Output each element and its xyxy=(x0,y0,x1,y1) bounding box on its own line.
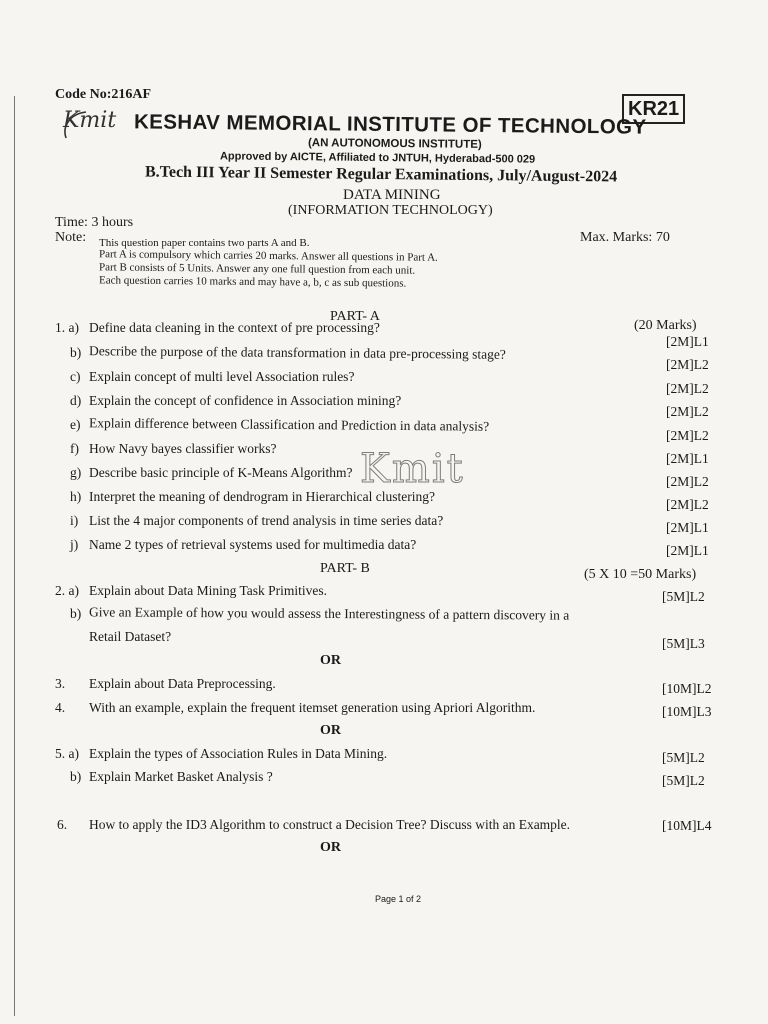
question-number: 1. a) xyxy=(55,320,79,335)
question-marks: [10M]L2 xyxy=(662,681,712,696)
exam-code: Code No:216AF xyxy=(55,87,152,102)
autonomous-label: (AN AUTONOMOUS INSTITUTE) xyxy=(307,137,482,151)
question-number: i) xyxy=(70,513,79,528)
question-text: Explain concept of multi level Association rules? xyxy=(89,369,355,384)
question-number: b) xyxy=(70,345,82,360)
question-text: Explain the types of Association Rules in Data Mining. xyxy=(89,746,388,761)
question-number: 2. a) xyxy=(55,583,79,598)
question-marks: [5M]L2 xyxy=(662,589,705,604)
question-text: Give an Example of how you would assess the Interestingness of a pattern discovery in a xyxy=(88,604,570,623)
page-number: Page 1 of 2 xyxy=(375,894,422,904)
regulation-badge: KR21 xyxy=(622,94,685,124)
question-number: f) xyxy=(70,441,79,456)
question-text: Name 2 types of retrieval systems used for multimedia data? xyxy=(89,537,417,552)
question-marks: [10M]L4 xyxy=(662,818,712,833)
question-number: 5. a) xyxy=(55,746,79,761)
question-marks: [2M]L2 xyxy=(666,428,709,443)
question-marks: [2M]L2 xyxy=(666,357,709,372)
question-marks: [2M]L2 xyxy=(666,497,709,512)
page-edge-line xyxy=(14,96,15,1016)
question-number: 6. xyxy=(57,817,68,832)
part-b-title: PART- B xyxy=(320,561,370,576)
question-number: 4. xyxy=(55,700,66,715)
branch-title: (INFORMATION TECHNOLOGY) xyxy=(288,203,493,218)
question-marks: [2M]L2 xyxy=(666,404,709,419)
question-number: b) xyxy=(70,769,82,784)
question-number: 3. xyxy=(55,676,66,691)
note-line: Each question carries 10 marks and may have a, b, c as sub questions. xyxy=(98,274,407,290)
part-b-marks: (5 X 10 =50 Marks) xyxy=(584,567,697,582)
or-separator: OR xyxy=(320,723,341,738)
question-text: Explain the concept of confidence in Association mining? xyxy=(89,393,402,408)
question-text: Explain about Data Mining Task Primitives. xyxy=(89,583,328,598)
question-number: b) xyxy=(70,606,82,621)
question-marks: [5M]L2 xyxy=(662,750,705,765)
question-marks: [10M]L3 xyxy=(662,704,712,719)
question-text: Define data cleaning in the context of pre processing? xyxy=(89,320,380,335)
question-marks: [2M]L1 xyxy=(666,451,709,466)
question-number: d) xyxy=(70,393,82,408)
note-line: This question paper contains two parts A and B. xyxy=(99,237,310,249)
approval-line: Approved by AICTE, Affiliated to JNTUH, Hyderabad-500 029 xyxy=(219,150,536,166)
part-a-marks: (20 Marks) xyxy=(634,318,697,333)
note-line: Part A is compulsory which carries 20 marks. Answer all questions in Part A. xyxy=(98,248,438,264)
question-text: Describe basic principle of K-Means Algorithm? xyxy=(89,465,353,480)
question-marks: [5M]L2 xyxy=(662,773,705,788)
question-number: j) xyxy=(70,537,79,552)
subject-title: DATA MINING xyxy=(343,187,441,203)
question-marks: [2M]L2 xyxy=(666,381,709,396)
question-text: With an example, explain the frequent itemset generation using Apriori Algorithm. xyxy=(89,700,536,715)
question-number: g) xyxy=(70,465,82,480)
note-line: Part B consists of 5 Units. Answer any one full question from each unit. xyxy=(98,261,416,277)
question-text: Retail Dataset? xyxy=(89,629,172,644)
question-text: How to apply the ID3 Algorithm to construct a Decision Tree? Discuss with an Example. xyxy=(89,817,571,832)
question-text: Explain difference between Classification and Prediction in data analysis? xyxy=(88,415,490,434)
question-text: How Navy bayes classifier works? xyxy=(89,441,277,456)
or-separator: OR xyxy=(320,653,341,668)
note-label: Note: xyxy=(55,230,87,245)
exam-title: B.Tech III Year II Semester Regular Examinations, July/August-2024 xyxy=(144,163,618,186)
question-number: h) xyxy=(70,489,82,504)
question-text: List the 4 major components of trend analysis in time series data? xyxy=(89,513,444,528)
max-marks: Max. Marks: 70 xyxy=(580,230,670,245)
question-marks: [2M]L1 xyxy=(666,543,709,558)
part-a-title: PART- A xyxy=(330,309,380,324)
time-allowed: Time: 3 hours xyxy=(55,215,134,230)
kmit-watermark: Kmit xyxy=(360,446,465,492)
question-number: e) xyxy=(70,417,81,432)
question-marks: [2M]L1 xyxy=(666,334,709,349)
or-separator: OR xyxy=(320,840,341,855)
question-text: Describe the purpose of the data transformation in data pre-processing stage? xyxy=(88,343,506,362)
question-number: c) xyxy=(70,369,81,384)
question-text: Explain about Data Preprocessing. xyxy=(89,676,276,691)
question-text: Explain Market Basket Analysis ? xyxy=(89,769,273,784)
question-text: Interpret the meaning of dendrogram in Hierarchical clustering? xyxy=(89,489,435,504)
institute-name: KESHAV MEMORIAL INSTITUTE OF TECHNOLOGY xyxy=(133,110,647,139)
question-marks: [2M]L2 xyxy=(666,474,709,489)
kmit-logo: Kmit xyxy=(63,108,117,133)
question-marks: [5M]L3 xyxy=(662,636,705,651)
question-marks: [2M]L1 xyxy=(666,520,709,535)
